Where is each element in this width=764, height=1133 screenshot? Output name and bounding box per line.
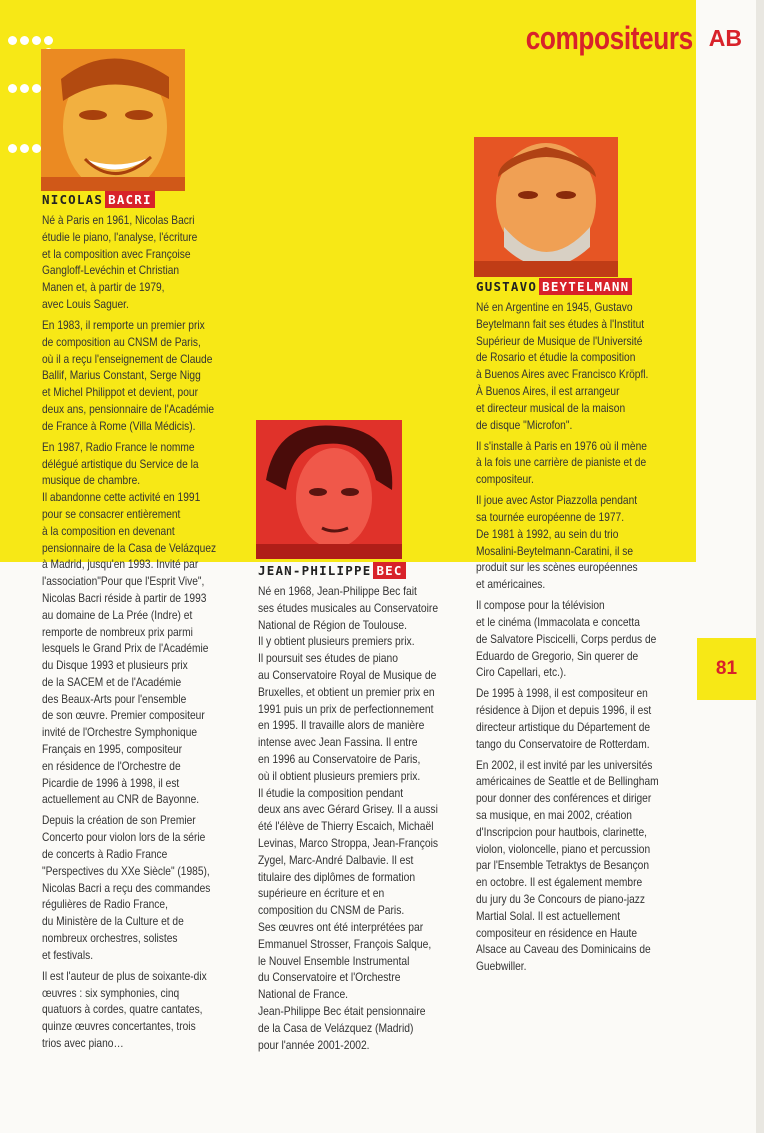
text-line: compositeur en résidence en Haute: [476, 926, 638, 940]
text-line: de France à Rome (Villa Médicis).: [42, 419, 196, 433]
text-line: du jury du 3e Concours de piano-jazz: [476, 893, 646, 907]
decorative-dot: [32, 36, 41, 45]
text-line: de la Casa de Velázquez (Madrid): [258, 1021, 414, 1035]
text-line: œuvres : six symphonies, cinq: [42, 986, 180, 1000]
text-line: d'Inscripcion pour hautbois, clarinette,: [476, 825, 647, 839]
text-line: Né en Argentine en 1945, Gustavo: [476, 301, 633, 314]
text-line: à la fois une carrière de pianiste et de: [476, 456, 647, 470]
text-line: en résidence de l'Orchestre de: [42, 759, 181, 773]
bacri-paragraph: [42, 969, 216, 1053]
text-line: nombreux orchestres, solistes: [42, 932, 178, 946]
text-line: Concerto pour violon lors de la série: [42, 831, 206, 845]
bacri-portrait: [41, 49, 185, 191]
text-line: Bruxelles, et obtient un premier prix en: [258, 685, 435, 699]
decorative-dot: [8, 144, 17, 153]
beytelmann-biography: [476, 300, 659, 980]
text-line: étudie le piano, l'analyse, l'écriture: [42, 230, 198, 244]
text-line: Il joue avec Astor Piazzolla pendant: [476, 494, 638, 508]
bacri-name-bar: [42, 191, 155, 208]
decorative-dot: [44, 36, 53, 45]
decorative-dot: [20, 144, 29, 153]
text-line: composition du CNSM de Paris.: [258, 904, 405, 918]
text-line: invité de l'Orchestre Symphonique: [42, 726, 198, 740]
text-line: Il est l'auteur de plus de soixante-dix: [42, 969, 207, 983]
bacri-paragraph: [42, 318, 216, 436]
bec-paragraph: [258, 584, 438, 1054]
beytelmann-paragraph: [476, 598, 659, 682]
bec-name-bar: [258, 562, 406, 579]
text-line: tango du Conservatoire de Rotterdam.: [476, 737, 650, 751]
text-line: Il y obtient plusieurs premiers prix.: [258, 635, 415, 649]
text-line: avec Louis Saguer.: [42, 297, 129, 311]
text-line: et directeur musical de la maison: [476, 401, 626, 415]
text-line: pour donner des conférences et diriger: [476, 792, 652, 806]
text-line: intense avec Jean Fassina. Il entre: [258, 736, 418, 750]
text-line: lesquels le Grand Prix de l'Académie: [42, 642, 209, 656]
bec-first-name: JEAN-PHILIPPE: [258, 563, 372, 578]
text-line: deux ans avec Gérard Grisey. Il a aussi: [258, 803, 438, 817]
text-line: l'association"Pour que l'Esprit Vive",: [42, 575, 205, 589]
text-line: produit sur les scènes européennes: [476, 561, 638, 575]
decorative-dot: [32, 144, 41, 153]
text-line: le Nouvel Ensemble Instrumental: [258, 954, 410, 968]
text-line: pour se consacrer entièrement: [42, 507, 181, 521]
text-line: Mosalini-Beytelmann-Caratini, il se: [476, 544, 634, 558]
text-line: et festivals.: [42, 948, 94, 962]
text-line: violon, violoncelle, piano et percussion: [476, 842, 651, 856]
bacri-last-name: BACRI: [105, 191, 155, 208]
bec-portrait: [256, 420, 402, 559]
text-line: Gangloff-Levéchin et Christian: [42, 264, 180, 278]
text-line: Jean-Philippe Bec était pensionnaire: [258, 1004, 426, 1018]
text-line: par l'Ensemble Tetraktys de Besançon: [476, 859, 650, 873]
text-line: De 1995 à 1998, il est compositeur en: [476, 687, 648, 701]
text-line: remporte de nombreux prix parmi: [42, 625, 193, 639]
text-line: "Perspectives du XXe Siècle" (1985),: [42, 864, 210, 878]
text-line: directeur artistique du Département de: [476, 720, 651, 734]
bacri-paragraph: [42, 440, 216, 810]
text-line: Eduardo de Gregorio, Sin querer de: [476, 649, 639, 663]
text-line: Nicolas Bacri réside à partir de 1993: [42, 591, 207, 605]
text-line: compositeur.: [476, 473, 534, 487]
beytelmann-name-bar: [476, 278, 632, 295]
decorative-dot: [8, 84, 17, 93]
text-line: quinze œuvres concertantes, trois: [42, 1020, 196, 1034]
text-line: Ses œuvres ont été interprétées par: [258, 920, 424, 934]
text-line: de la SACEM et de l'Académie: [42, 675, 182, 689]
decorative-dot: [8, 36, 17, 45]
section-code: AB: [708, 24, 742, 51]
text-line: sa musique, en mai 2002, création: [476, 809, 632, 823]
text-line: Né à Paris en 1961, Nicolas Bacri: [42, 214, 195, 227]
text-line: musique de chambre.: [42, 474, 141, 488]
text-line: National de France.: [258, 988, 349, 1002]
page-number-tab: [697, 638, 756, 700]
text-line: au domaine de La Prée (Indre) et: [42, 608, 193, 622]
beytelmann-paragraph: [476, 493, 659, 594]
text-line: Depuis la création de son Premier: [42, 814, 196, 828]
text-line: Nicolas Bacri a reçu des commandes: [42, 881, 211, 895]
text-line: supérieure en écriture et en: [258, 887, 385, 901]
text-line: résidence à Dijon et depuis 1996, il est: [476, 704, 652, 718]
text-line: de Salvatore Piscicelli, Corps perdus de: [476, 632, 657, 646]
text-line: au Conservatoire Royal de Musique de: [258, 668, 437, 682]
text-line: Ballif, Marius Constant, Serge Nigg: [42, 369, 201, 383]
text-line: où il a reçu l'enseignement de Claude: [42, 352, 213, 366]
text-line: à Buenos Aires avec Francisco Kröpfl.: [476, 368, 649, 382]
text-line: De 1981 à 1992, au sein du trio: [476, 527, 619, 541]
text-line: Il poursuit ses études de piano: [258, 652, 398, 666]
text-line: 1991 puis un prix de perfectionnement: [258, 702, 434, 716]
text-line: Il s'installe à Paris en 1976 où il mène: [476, 439, 647, 453]
text-line: Il abandonne cette activité en 1991: [42, 491, 201, 505]
text-line: National de Région de Toulouse.: [258, 618, 407, 632]
bacri-first-name: NICOLAS: [42, 192, 104, 207]
text-line: de concerts à Radio France: [42, 848, 168, 862]
text-line: actuellement au CNR de Bayonne.: [42, 793, 200, 807]
decorative-dot: [20, 36, 29, 45]
beytelmann-first-name: GUSTAVO: [476, 279, 538, 294]
text-line: Né en 1968, Jean-Philippe Bec fait: [258, 585, 417, 598]
beytelmann-last-name: BEYTELMANN: [539, 278, 632, 295]
text-line: à Madrid, jusqu'en 1993. Invité par: [42, 558, 199, 572]
page-header: [489, 16, 742, 60]
text-line: du Ministère de la Culture et de: [42, 915, 184, 929]
text-line: de disque "Microfon".: [476, 418, 573, 432]
text-line: et le cinéma (Immacolata e concetta: [476, 615, 640, 629]
text-line: Picardie de 1996 à 1998, il est: [42, 776, 180, 790]
text-line: En 1987, Radio France le nomme: [42, 440, 195, 454]
text-line: en 1996 au Conservatoire de Paris,: [258, 752, 421, 766]
text-line: et la composition avec Françoise: [42, 247, 191, 261]
text-line: Supérieur de Musique de l'Université: [476, 334, 643, 348]
text-line: délégué artistique du Service de la: [42, 457, 199, 471]
beytelmann-paragraph: [476, 439, 659, 489]
text-line: Ciro Capellari, etc.).: [476, 666, 567, 680]
text-line: Emmanuel Strosser, François Salque,: [258, 937, 432, 951]
beytelmann-paragraph: [476, 686, 659, 753]
text-line: Français en 1995, compositeur: [42, 743, 183, 757]
text-line: Il compose pour la télévision: [476, 599, 605, 613]
decorative-dot: [32, 84, 41, 93]
text-line: Zygel, Marc-André Dalbavie. Il est: [258, 853, 414, 867]
text-line: régulières de Radio France,: [42, 898, 168, 912]
decorative-dot: [20, 84, 29, 93]
text-line: trios avec piano…: [42, 1037, 124, 1050]
text-line: deux ans, pensionnaire de l'Académie: [42, 402, 215, 416]
text-line: américaines de Seattle et de Bellingham: [476, 775, 659, 789]
text-line: ses études musicales au Conservatoire: [258, 601, 439, 615]
text-line: où il obtient plusieurs premiers prix.: [258, 769, 421, 783]
text-line: de Rosario et étudie la composition: [476, 351, 636, 365]
text-line: Il étudie la composition pendant: [258, 786, 404, 800]
text-line: titulaire des diplômes de formation: [258, 870, 416, 884]
page-number: 81: [715, 658, 738, 679]
beytelmann-portrait: [474, 137, 618, 277]
text-line: des Beaux-Arts pour l'ensemble: [42, 692, 187, 706]
text-line: de son œuvre. Premier compositeur: [42, 709, 205, 723]
beytelmann-paragraph: [476, 758, 659, 976]
text-line: Manen et, à partir de 1979,: [42, 281, 165, 295]
text-line: quatuors à cordes, quatre cantates,: [42, 1003, 203, 1017]
section-title: compositeurs: [525, 19, 693, 56]
text-line: À Buenos Aires, il est arrangeur: [476, 384, 620, 398]
text-line: Alsace au Caveau des Dominicains de: [476, 943, 651, 957]
text-line: en 1995. Il travaille alors de manière: [258, 719, 425, 733]
bacri-biography: [42, 213, 216, 1057]
bec-last-name: BEC: [373, 562, 405, 579]
bacri-paragraph: [42, 213, 216, 314]
text-line: En 2002, il est invité par les universités: [476, 758, 653, 772]
bec-biography: [258, 584, 438, 1059]
text-line: pensionnaire de la Casa de Velázquez: [42, 541, 217, 555]
text-line: de composition au CNSM de Paris,: [42, 335, 201, 349]
text-line: Martial Solal. Il est actuellement: [476, 909, 621, 923]
text-line: pour l'année 2001-2002.: [258, 1038, 370, 1052]
beytelmann-paragraph: [476, 300, 659, 434]
text-line: sa tournée européenne de 1977.: [476, 510, 625, 524]
text-line: et américaines.: [476, 578, 546, 592]
text-line: du Disque 1993 et plusieurs prix: [42, 659, 188, 673]
text-line: en octobre. Il est également membre: [476, 876, 643, 890]
text-line: été l'élève de Thierry Escaich, Michaël: [258, 820, 434, 834]
text-line: Levinas, Marco Stroppa, Jean-François: [258, 836, 439, 850]
page-edge: [756, 0, 764, 1133]
text-line: à la composition en devenant: [42, 524, 175, 538]
text-line: Beytelmann fait ses études à l'Institut: [476, 317, 645, 331]
text-line: du Conservatoire et l'Orchestre: [258, 971, 401, 985]
bacri-paragraph: [42, 813, 216, 964]
text-line: et Michel Philippot et devient, pour: [42, 386, 198, 400]
text-line: Guebwiller.: [476, 960, 527, 974]
text-line: En 1983, il remporte un premier prix: [42, 318, 205, 332]
